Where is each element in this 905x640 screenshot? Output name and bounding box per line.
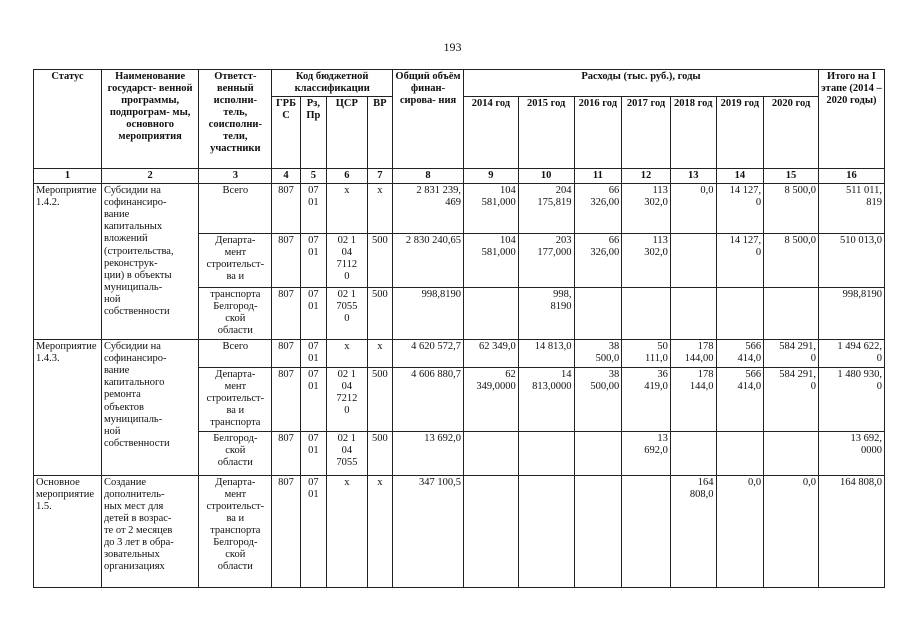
measure-name: Субсидии на софинансиро- вание капитальных вложений (строительства, реконструк- ции) в объекты муниципаль- ной собственности <box>101 184 198 340</box>
year-value-cell: 584 291, 0 <box>764 368 819 431</box>
year-value-cell: 104 581,000 <box>464 234 519 288</box>
total-cell: 2 831 239, 469 <box>393 184 464 234</box>
year-value-cell <box>464 475 519 587</box>
year-value-cell: 8 500,0 <box>764 184 819 234</box>
column-number: 10 <box>518 169 574 184</box>
year-value-cell: 38 500,00 <box>574 368 622 431</box>
year-value-cell <box>670 431 716 475</box>
grbs-cell: 807 <box>272 288 300 340</box>
rzpr-cell: 07 01 <box>300 288 326 340</box>
year-value-cell: 178 144,00 <box>670 340 716 368</box>
year-value-cell: 14 127, 0 <box>716 184 764 234</box>
year-value-cell: 13 692,0 <box>622 431 671 475</box>
table-row <box>34 340 885 368</box>
year-value-cell: 36 419,0 <box>622 368 671 431</box>
year-value-cell: 204 175,819 <box>518 184 574 234</box>
responsible-cell: Департа- мент строительст- ва и транспорта <box>199 368 272 431</box>
column-number: 4 <box>272 169 300 184</box>
measure-status: Основное мероприятие 1.5. <box>34 475 102 587</box>
rzpr-cell: 07 01 <box>300 340 326 368</box>
header-year: 2018 год <box>670 97 716 169</box>
column-number: 16 <box>818 169 884 184</box>
column-number: 9 <box>464 169 519 184</box>
csr-cell: х <box>327 184 368 234</box>
responsible-cell: Белгород- ской области <box>199 431 272 475</box>
year-value-cell: 38 500,0 <box>574 340 622 368</box>
year-value-cell: 998, 8190 <box>518 288 574 340</box>
year-value-cell <box>716 288 764 340</box>
header-expenses: Расходы (тыс. руб.), годы <box>464 70 819 97</box>
measure-name: Создание дополнитель- ных мест для детей в возрас- те от 2 месяцев до 3 лет в обра- зовательных организациях <box>101 475 198 587</box>
header-budget-code: Код бюджетной классификации <box>272 70 393 97</box>
grbs-cell: 807 <box>272 184 300 234</box>
header-total-volume: Общий объём финан- сирова- ния <box>393 70 464 169</box>
responsible-cell: Всего <box>199 184 272 234</box>
grbs-cell: 807 <box>272 475 300 587</box>
header-responsible: Ответст- венный исполни- тель, соисполни- тели, участники <box>199 70 272 169</box>
year-value-cell: 66 326,00 <box>574 234 622 288</box>
header-grbs: ГРБ С <box>272 97 300 169</box>
header-status: Статус <box>34 70 102 169</box>
year-value-cell: 113 302,0 <box>622 184 671 234</box>
rzpr-cell: 07 01 <box>300 431 326 475</box>
table-row <box>34 475 885 587</box>
column-number: 5 <box>300 169 326 184</box>
column-number: 6 <box>327 169 368 184</box>
vr-cell: 500 <box>367 288 392 340</box>
header-program-name: Наименование государст- венной программы, подпрограм- мы, основного мероприятия <box>101 70 198 169</box>
column-number: 15 <box>764 169 819 184</box>
csr-cell: х <box>327 475 368 587</box>
vr-cell: х <box>367 184 392 234</box>
rzpr-cell: 07 01 <box>300 234 326 288</box>
header-year: 2016 год <box>574 97 622 169</box>
rzpr-cell: 07 01 <box>300 368 326 431</box>
csr-cell: х <box>327 340 368 368</box>
year-value-cell <box>574 475 622 587</box>
total-cell: 13 692,0 <box>393 431 464 475</box>
total-cell: 347 100,5 <box>393 475 464 587</box>
table-row <box>34 184 885 234</box>
measures-body <box>34 184 885 587</box>
grbs-cell: 807 <box>272 340 300 368</box>
total-cell: 998,8190 <box>393 288 464 340</box>
year-value-cell: 113 302,0 <box>622 234 671 288</box>
year-value-cell <box>518 475 574 587</box>
result-cell: 1 494 622, 0 <box>818 340 884 368</box>
vr-cell: 500 <box>367 368 392 431</box>
column-number: 12 <box>622 169 671 184</box>
year-value-cell <box>464 288 519 340</box>
measure-status: Мероприятие 1.4.3. <box>34 340 102 475</box>
page-number: 193 <box>443 40 462 54</box>
result-cell: 998,8190 <box>818 288 884 340</box>
header-rzpr: Рз, Пр <box>300 97 326 169</box>
year-value-cell: 0,0 <box>764 475 819 587</box>
rzpr-cell: 07 01 <box>300 475 326 587</box>
year-value-cell: 8 500,0 <box>764 234 819 288</box>
column-number: 7 <box>367 169 392 184</box>
year-value-cell: 66 326,00 <box>574 184 622 234</box>
column-number: 1 <box>34 169 102 184</box>
result-cell: 511 011, 819 <box>818 184 884 234</box>
rzpr-cell: 07 01 <box>300 184 326 234</box>
result-cell: 1 480 930, 0 <box>818 368 884 431</box>
year-value-cell: 104 581,000 <box>464 184 519 234</box>
column-number: 8 <box>393 169 464 184</box>
header-result: Итого на I этапе (2014 – 2020 годы) <box>818 70 884 169</box>
result-cell: 13 692, 0000 <box>818 431 884 475</box>
header-vr: ВР <box>367 97 392 169</box>
result-cell: 510 013,0 <box>818 234 884 288</box>
grbs-cell: 807 <box>272 234 300 288</box>
header-year: 2014 год <box>464 97 519 169</box>
year-value-cell: 62 349,0000 <box>464 368 519 431</box>
csr-cell: 02 1 7055 0 <box>327 288 368 340</box>
year-value-cell: 14 813,0000 <box>518 368 574 431</box>
header-csr: ЦСР <box>327 97 368 169</box>
year-value-cell <box>764 288 819 340</box>
year-value-cell <box>764 431 819 475</box>
year-value-cell: 0,0 <box>716 475 764 587</box>
vr-cell: 500 <box>367 234 392 288</box>
total-cell: 4 606 880,7 <box>393 368 464 431</box>
responsible-cell: транспорта Белгород- ской области <box>199 288 272 340</box>
budget-table <box>33 69 885 588</box>
year-value-cell: 203 177,000 <box>518 234 574 288</box>
header-year: 2020 год <box>764 97 819 169</box>
total-cell: 2 830 240,65 <box>393 234 464 288</box>
year-value-cell <box>574 288 622 340</box>
year-value-cell <box>622 475 671 587</box>
column-number: 2 <box>101 169 198 184</box>
csr-cell: 02 1 04 7212 0 <box>327 368 368 431</box>
responsible-cell: Департа- мент строительст- ва и транспорта Белгород- ской области <box>199 475 272 587</box>
column-number: 3 <box>199 169 272 184</box>
csr-cell: 02 1 04 7112 0 <box>327 234 368 288</box>
year-value-cell <box>464 431 519 475</box>
header-year: 2017 год <box>622 97 671 169</box>
total-cell: 4 620 572,7 <box>393 340 464 368</box>
header-year: 2015 год <box>518 97 574 169</box>
year-value-cell: 584 291, 0 <box>764 340 819 368</box>
year-value-cell: 50 111,0 <box>622 340 671 368</box>
header-year: 2019 год <box>716 97 764 169</box>
year-value-cell: 164 808,0 <box>670 475 716 587</box>
responsible-cell: Департа- мент строительст- ва и <box>199 234 272 288</box>
responsible-cell: Всего <box>199 340 272 368</box>
result-cell: 164 808,0 <box>818 475 884 587</box>
year-value-cell <box>670 234 716 288</box>
year-value-cell: 0,0 <box>670 184 716 234</box>
vr-cell: 500 <box>367 431 392 475</box>
measure-status: Мероприятие 1.4.2. <box>34 184 102 340</box>
year-value-cell <box>622 288 671 340</box>
year-value-cell: 566 414,0 <box>716 340 764 368</box>
year-value-cell: 14 813,0 <box>518 340 574 368</box>
column-number: 14 <box>716 169 764 184</box>
grbs-cell: 807 <box>272 368 300 431</box>
measure-name: Субсидии на софинансиро- вание капитального ремонта объектов муниципаль- ной собственности <box>101 340 198 475</box>
column-number: 13 <box>670 169 716 184</box>
year-value-cell: 178 144,0 <box>670 368 716 431</box>
csr-cell: 02 1 04 7055 <box>327 431 368 475</box>
year-value-cell: 14 127, 0 <box>716 234 764 288</box>
year-value-cell <box>716 431 764 475</box>
year-value-cell <box>670 288 716 340</box>
year-value-cell <box>574 431 622 475</box>
column-number: 11 <box>574 169 622 184</box>
vr-cell: х <box>367 475 392 587</box>
grbs-cell: 807 <box>272 431 300 475</box>
year-value-cell: 62 349,0 <box>464 340 519 368</box>
year-value-cell: 566 414,0 <box>716 368 764 431</box>
year-value-cell <box>518 431 574 475</box>
vr-cell: х <box>367 340 392 368</box>
